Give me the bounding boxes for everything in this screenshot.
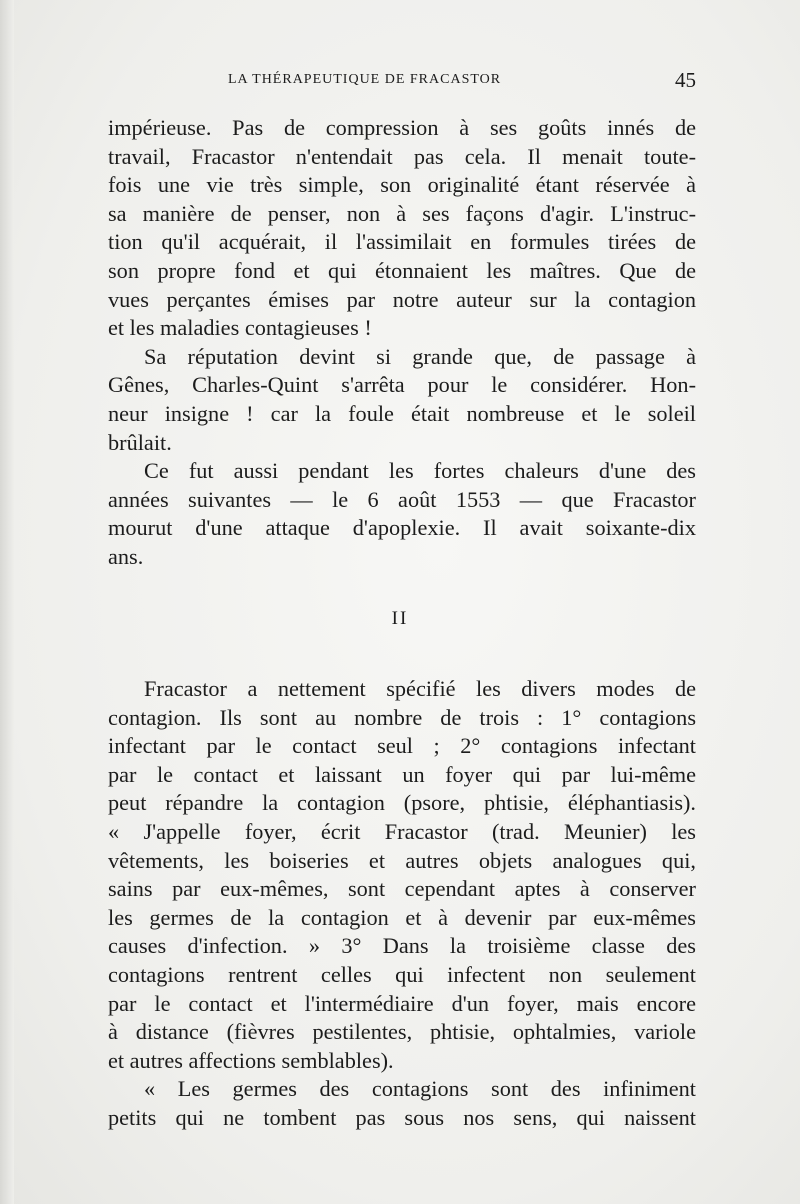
text-line: « J'appelle foyer, écrit Fracastor (trad. Meunier) les xyxy=(108,818,696,844)
text-line: contagions rentrent celles qui infectent non seulement xyxy=(108,961,696,987)
page-gutter-shadow xyxy=(0,0,14,1204)
text-line: les germes de la contagion et à devenir par eux-mêmes xyxy=(108,904,696,930)
text-line: sa manière de penser, non à ses façons d'agir. L'instruc- xyxy=(108,200,696,226)
text-line: « Les germes des contagions sont des infiniment xyxy=(144,1076,696,1102)
text-line: peut répandre la contagion (psore, phtisie, éléphantiasis). xyxy=(108,790,696,816)
section-number: II xyxy=(391,608,409,629)
text-line: Sa réputation devint si grande que, de passage à xyxy=(144,343,696,369)
text-line: et les maladies contagieuses ! xyxy=(108,315,372,341)
text-block-2 xyxy=(108,675,696,1133)
text-line: ans. xyxy=(108,543,144,569)
text-line: son propre fond et qui étonnaient les maîtres. Que de xyxy=(108,257,696,283)
text-line: infectant par le contact seul ; 2° contagions infectant xyxy=(108,733,696,759)
text-line: par le contact et l'intermédiaire d'un foyer, mais encore xyxy=(108,990,696,1016)
text-line: et autres affections semblables). xyxy=(108,1047,394,1073)
text-line: petits qui ne tombent pas sous nos sens, qui naissent xyxy=(108,1104,696,1130)
text-line: par le contact et laissant un foyer qui par lui-même xyxy=(108,761,696,787)
text-line: Fracastor a nettement spécifié les divers modes de xyxy=(144,676,696,701)
text-line: mourut d'une attaque d'apoplexie. Il avait soixante-dix xyxy=(108,515,696,541)
text-line: travail, Fracastor n'entendait pas cela. Il menait toute- xyxy=(108,143,696,169)
text-line: Ce fut aussi pendant les fortes chaleurs d'une des xyxy=(144,458,696,484)
text-line: tion qu'il acquérait, il l'assimilait en formules tirées de xyxy=(108,229,696,255)
text-line: causes d'infection. » 3° Dans la troisième classe des xyxy=(108,933,696,959)
text-line: brûlait. xyxy=(108,429,172,455)
text-line: neur insigne ! car la foule était nombreuse et le soleil xyxy=(108,400,696,426)
text-line: Gênes, Charles-Quint s'arrêta pour le considérer. Hon- xyxy=(108,372,696,398)
text-line: impérieuse. Pas de compression à ses goûts innés de xyxy=(108,115,696,140)
text-block-1 xyxy=(108,114,696,572)
running-title: LA THÉRAPEUTIQUE DE FRACASTOR xyxy=(228,72,502,87)
text-line: à distance (fièvres pestilentes, phtisie, ophtalmies, variole xyxy=(108,1019,696,1045)
text-line: années suivantes — le 6 août 1553 — que Fracastor xyxy=(108,486,696,512)
page-header xyxy=(108,64,696,100)
text-line: vues perçantes émises par notre auteur sur la contagion xyxy=(108,286,696,312)
text-line: vêtements, les boiseries et autres objets analogues qui, xyxy=(108,847,696,873)
page-number: 45 xyxy=(675,68,696,92)
text-line: sains par eux-mêmes, sont cependant aptes à conserver xyxy=(108,876,696,902)
text-line: fois une vie très simple, son originalité étant réservée à xyxy=(108,172,696,198)
text-line: contagion. Ils sont au nombre de trois : 1° contagions xyxy=(108,704,696,730)
